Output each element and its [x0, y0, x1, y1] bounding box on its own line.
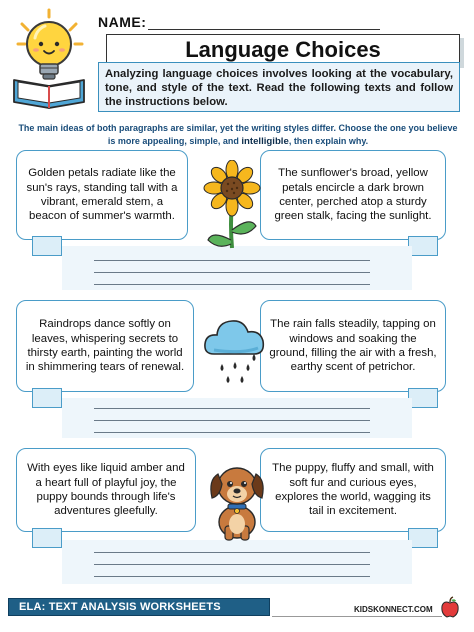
left-text: Golden petals radiate like the sun's rays, standing tall with a vibrant, emerald stem, a beacon of summer's warmth. — [26, 167, 178, 223]
left-text-panel — [16, 150, 188, 240]
left-choice-box[interactable] — [32, 236, 62, 256]
puppy-icon — [206, 456, 268, 542]
instruction-part1: The main ideas of both paragraphs are similar, yet the writing styles differ. Choose the one you believe is more appealing, simple, and — [18, 123, 458, 146]
page-title: Language Choices — [185, 37, 381, 62]
answer-line[interactable] — [94, 552, 370, 553]
intro-text: Analyzing language choices involves looking at the vocabulary, tone, and style of the text. Read the following texts and follow the instructions below. — [105, 68, 453, 108]
section-puppy — [16, 448, 458, 588]
answer-line[interactable] — [94, 272, 370, 273]
left-text: Raindrops dance softly on leaves, whispering secrets to thirsty earth, painting the world in shimmering tears of renewal. — [25, 318, 185, 374]
answer-area — [62, 540, 412, 584]
left-text-panel — [16, 300, 194, 392]
answer-line[interactable] — [94, 284, 370, 285]
right-choice-box[interactable] — [408, 528, 438, 548]
apple-icon — [440, 596, 460, 618]
instruction-highlight: intelligible — [241, 136, 289, 147]
instruction-text — [14, 122, 462, 148]
answer-line[interactable] — [94, 432, 370, 433]
name-field-line[interactable] — [148, 29, 380, 30]
title-box — [106, 34, 460, 64]
section-sunflower — [16, 150, 458, 290]
intro-box — [98, 62, 460, 112]
answer-line[interactable] — [94, 260, 370, 261]
right-choice-box[interactable] — [408, 388, 438, 408]
left-choice-box[interactable] — [32, 388, 62, 408]
answer-line[interactable] — [94, 420, 370, 421]
right-text-panel — [260, 150, 446, 240]
instruction-part2: , then explain why. — [288, 136, 369, 146]
right-text: The rain falls steadily, tapping on windows and soaking the ground, filling the air with a fresh, earthy scent of petrichor. — [269, 318, 437, 374]
answer-area — [62, 246, 412, 290]
name-label: NAME: — [98, 14, 147, 30]
footer-label: ELA: TEXT ANALYSIS WORKSHEETS — [19, 601, 221, 613]
rain-cloud-icon — [202, 310, 268, 390]
answer-area — [62, 398, 412, 438]
right-choice-box[interactable] — [408, 236, 438, 256]
section-rain — [16, 300, 458, 440]
footer-banner — [8, 598, 270, 616]
answer-line[interactable] — [94, 576, 370, 577]
right-text: The sunflower's broad, yellow petals encircle a dark brown center, perched atop a sturdy green stalk, facing the sunlight. — [274, 167, 432, 223]
answer-line[interactable] — [94, 408, 370, 409]
right-text-panel — [260, 448, 446, 532]
lightbulb-book-icon — [10, 8, 96, 110]
footer-site[interactable]: KIDSKONNECT.COM — [354, 605, 433, 614]
left-text-panel — [16, 448, 196, 532]
right-text: The puppy, fluffy and small, with soft fur and curious eyes, explores the world, wagging its tail in excitement. — [272, 462, 434, 518]
left-text: With eyes like liquid amber and a heart full of playful joy, the puppy bounds through life's adventures gleefully. — [27, 462, 185, 518]
answer-line[interactable] — [94, 564, 370, 565]
sunflower-icon — [198, 160, 268, 250]
left-choice-box[interactable] — [32, 528, 62, 548]
right-text-panel — [260, 300, 446, 392]
footer-divider — [272, 616, 442, 617]
